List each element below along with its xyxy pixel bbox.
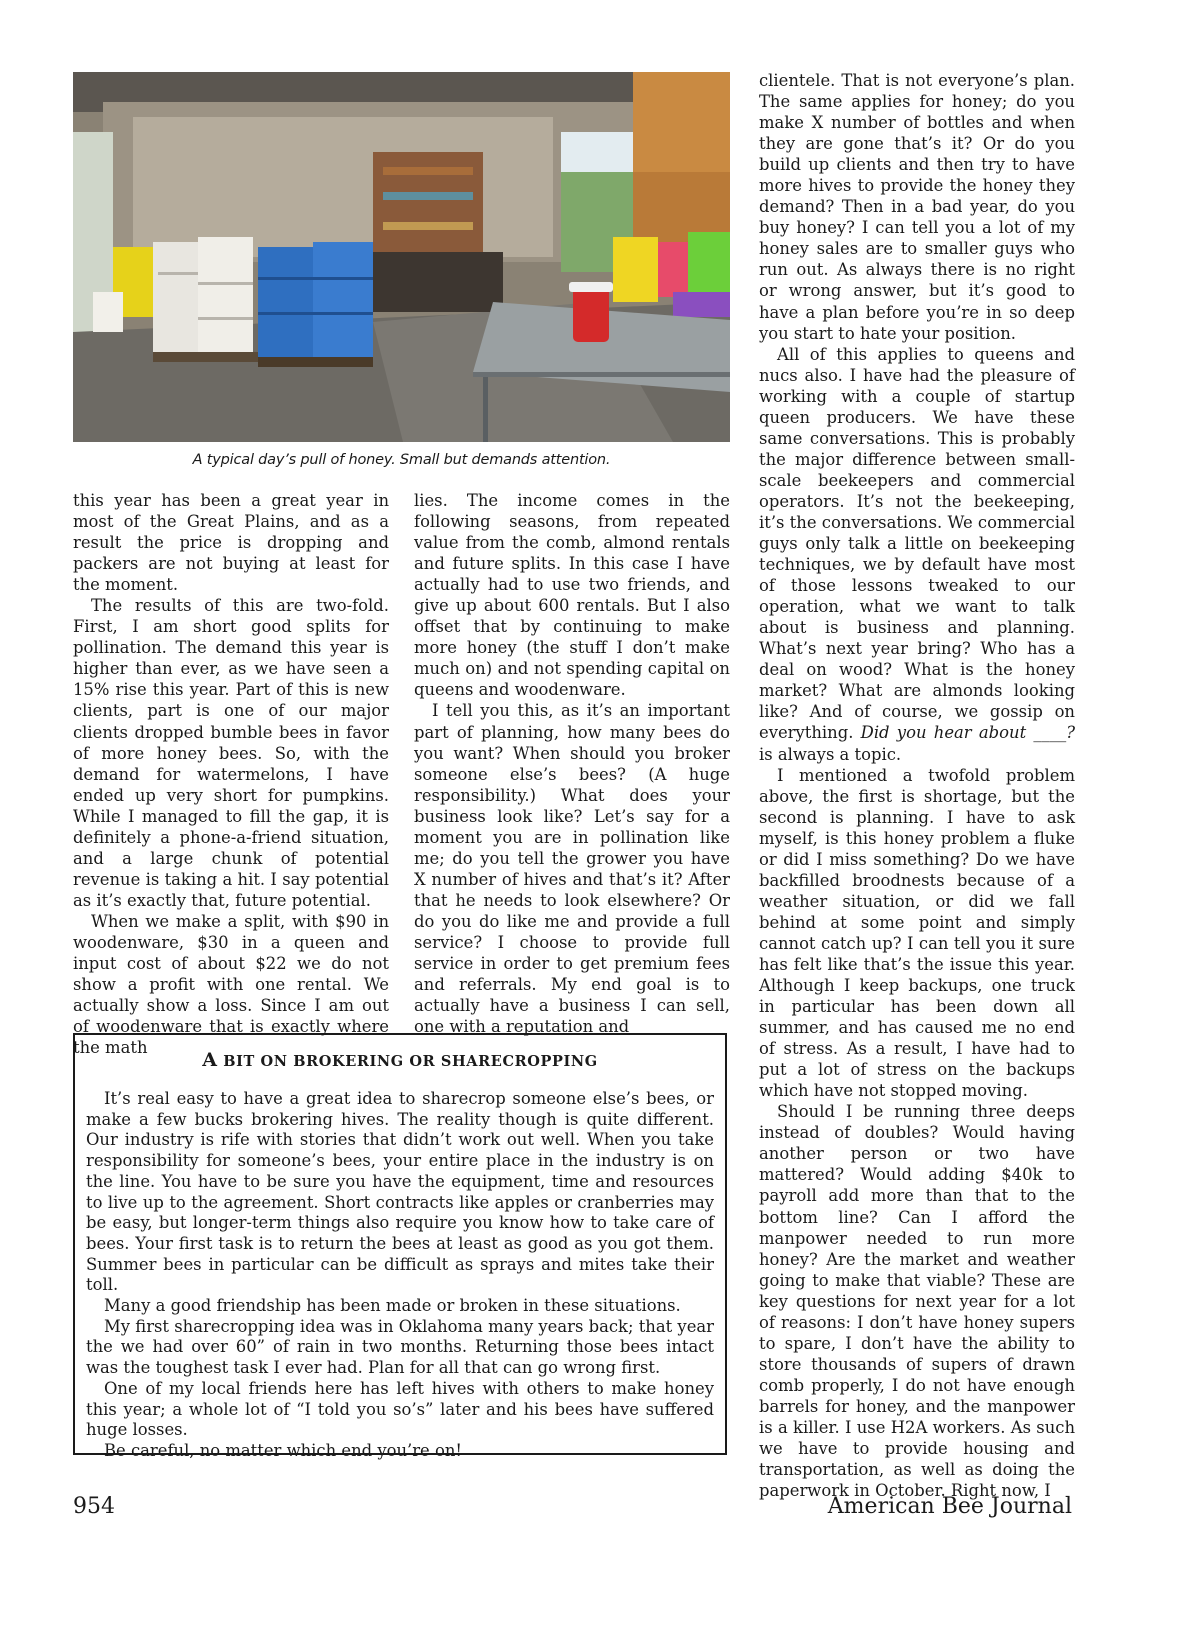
paragraph: When we make a split, with $90 in woodenware, $30 in a queen and input cost of about $22 we do not show a profit with one rental. We actually show a loss. Since I am out of woodenware that is exactly where the math (73, 911, 389, 1058)
page-number: 954 (73, 1494, 115, 1519)
sidebar-paragraph: Be careful, no matter which end you’re on! (104, 1440, 462, 1460)
article-column-middle (414, 490, 730, 1037)
paragraph: Should I be running three deeps instead of doubles? Would having another person or two have mattered? Would adding $40k to payroll add more than that to the bottom line? Can I afford the manpower needed to run more honey? Are the market and weather going to make that viable? These are key questions for next year for a lot of reasons: I don’t have honey supers to spare, I don’t have the ability to store thousands of supers of drawn comb properly, I do not have enough barrels for honey, and the manpower is a killer. I use H2A workers. As such we have to provide housing and transportation, as well as doing the paperwork in October. Right now, I (759, 1102, 1075, 1501)
article-column-right (759, 70, 1075, 1501)
sidebar-box (73, 1033, 727, 1460)
article-photo (73, 72, 730, 442)
paragraph: clientele. That is not everyone’s plan. The same applies for honey; do you make X number of bottles and when they are gone that’s it? Or do you build up clients and then try to have more hives to provide the honey they demand? Then in a bad year, do you buy honey? I can tell you a lot of my honey sales are to smaller guys who run out. As always there is no right or wrong answer, but it’s good to have a plan before you’re in so deep you start to hate your position. (759, 71, 1075, 343)
article-column-left (73, 490, 389, 1058)
paragraph: I mentioned a twofold problem above, the first is shortage, but the second is planning. I have to ask myself, is this honey problem a fluke or did I miss something? Do we have backfilled broodnests because of a weather situation, or did we fall behind at some point and simply cannot catch up? I can tell you it sure has felt like that’s the issue this year. Although I keep backups, one truck in particular has been down all summer, and has caused me no end of stress. As a result, I have had to put a lot of stress on the backups which have not stopped moving. (759, 765, 1075, 1101)
paragraph: this year has been a great year in most of the Great Plains, and as a result the price is dropping and packers are not buying at least for the moment. (73, 491, 389, 595)
sidebar-paragraph: My first sharecropping idea was in Oklahoma many years back; that year the we had over 60” of rain in two months. Returning those bees intact was the toughest task I ever had. Plan for all that can go wrong first. (86, 1316, 714, 1378)
sidebar-paragraph: Many a good friendship has been made or broken in these situations. (104, 1296, 681, 1316)
paragraph: lies. The income comes in the following seasons, from repeated value from the comb, almond rentals and future splits. In this case I have actually had to use two friends, and give up about 600 rentals. But I also offset that by continuing to make more honey (the stuff I don’t make much on) and not spending capital on queens and woodenware. (414, 491, 730, 700)
sidebar-paragraph: It’s real easy to have a great idea to sharecrop someone else’s bees, or make a few bucks brokering hives. The reality though is quite different. Our industry is rife with stories that didn’t work out well. When you take responsibility for someone’s bees, your entire place in the industry is on the line. You have to be sure you have the equipment, time and resources to live up to the agreement. Short contracts like apples or cranberries may be easy, but longer-term things also require you know how to take care of bees. Your first task is to return the bees at least as good as you got them. Summer bees in particular can be difficult as sprays and mites take their toll. (86, 1089, 714, 1295)
paragraph (759, 344, 1075, 765)
paragraph-tail: is always a topic. (759, 744, 902, 764)
paragraph: The results of this are two-fold. First, I am short good splits for pollination. The demand this year is higher than ever, as we have seen a 15% rise this year. Part of this is new clients, part is one of our major clients dropped bumble bees in favor of more honey bees. So, with the demand for watermelons, I have ended up very short for pumpkins. While I managed to fill the gap, it is definitely a phone-a-friend situation, and a large chunk of potential revenue is taking a hit. I say potential as it’s exactly that, future potential. (73, 596, 389, 910)
paragraph-text: All of this applies to queens and nucs also. I have had the pleasure of working with a couple of startup queen producers. We have these same conversations. This is probably the major difference between small-scale beekeepers and commercial operators. It’s not the beekeeping, it’s the conversations. We commercial guys only talk a little on beekeeping techniques, we by default have most of those lessons tweaked to our operation, what we want to talk about is business and planning. What’s next year bring? Who has a deal on wood? What is the honey market? What are almonds looking like? And of course, we gossip on everything. (759, 344, 1075, 743)
photo-caption: A typical day’s pull of honey. Small but demands attention. (192, 452, 611, 468)
sidebar-title-text: BIT ON BROKERING OR SHARECROPPING (217, 1053, 598, 1070)
italic-question: Did you hear about ____? (860, 723, 1075, 743)
sidebar-paragraph: One of my local friends here has left hives with others to make honey this year; a whole lot of “I told you so’s” later and his bees have suffered huge losses. (86, 1378, 714, 1440)
paragraph: I tell you this, as it’s an important part of planning, how many bees do you want? When should you broker someone else’s bees? (A huge responsibility.) What does your business look like? Let’s say for a moment you are in pollination like me; do you tell the grower you have X number of hives and that’s it? After that he needs to look elsewhere? Or do you do like me and provide a full service? I choose to provide full service in order to get premium fees and referrals. My end goal is to actually have a business I can sell, one with a reputation and (414, 701, 730, 1037)
sidebar-title-initial: A (202, 1049, 218, 1071)
sidebar-title (86, 1049, 714, 1071)
journal-name: American Bee Journal (827, 1494, 1072, 1519)
